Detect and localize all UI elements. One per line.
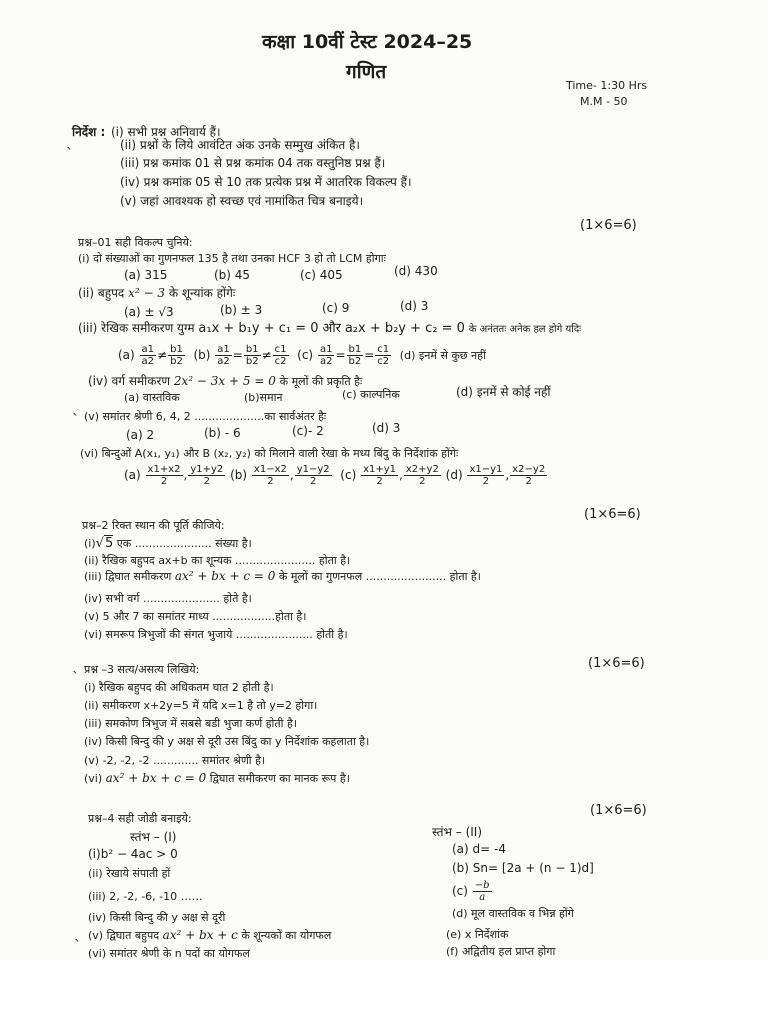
q1-vi-option-d-label: (d) [445, 468, 463, 482]
q4-left-vi: (vi) समांतर श्रेणी के n पदों का योगफल [88, 947, 250, 960]
q2-heading: प्रश्न–2 रिक्त स्थान की पूर्ति कीजिये: [82, 519, 225, 532]
q1-ii-option-d: (d) 3 [400, 299, 429, 313]
q1-ii-question [78, 284, 235, 301]
q4-left-v-prefix: (v) द्विघात बहुपद [88, 929, 160, 942]
q4-marks: (1×6=6) [590, 803, 647, 818]
pen-mark: ˎ [74, 926, 81, 942]
fraction: $\frac{y1-y2}{2}$ [296, 464, 330, 487]
q1-iii-eq2: a₂x + b₂y + c₂ = 0 [344, 321, 465, 336]
q1-v-option-c: (c)- 2 [292, 424, 324, 438]
q1-iv-option-b: (b)समान [244, 391, 283, 404]
q1-i-option-b: (b) 45 [214, 268, 251, 282]
q3-heading: प्रश्न –3 सत्य/असत्य लिखिये: [84, 663, 200, 676]
fraction: $\frac{c1}{c2}$ [377, 344, 390, 367]
q1-v-option-a: (a) 2 [126, 428, 155, 442]
eq-sign: = [232, 348, 243, 362]
q2-i-question: (i)√5 एक ...................... संख्या है। [84, 536, 252, 551]
q1-iii-question [78, 318, 581, 336]
q1-iii-prefix: (iii) रेखिक समीकरण युग्म [78, 321, 195, 335]
q4-column-2-heading: स्तंभ – (II) [432, 825, 483, 839]
q1-iv-prefix: (iv) वर्ग समीकरण [88, 374, 171, 388]
comma: , [505, 468, 510, 482]
fraction: $\frac{-b}{a}$ [474, 880, 490, 903]
q4-right-f: (f) अद्वितीय हल प्राप्त होगा [446, 945, 556, 958]
instruction-1: (i) सभी प्रश्न अनिवार्य हैं। [111, 125, 221, 139]
q1-iv-option-c: (c) काल्पनिक [342, 388, 400, 401]
neq-sign: ≠ [157, 348, 168, 362]
q4-right-b: (b) Sn= [2a + (n − 1)d] [452, 861, 594, 875]
q1-iii-suffix: के अनंततः अनेक हल होगे यदिः [468, 324, 582, 335]
q1-i-option-a: (a) 315 [124, 268, 168, 282]
q1-ii-prefix: (ii) बहुपद [78, 286, 125, 300]
q2-iv: (iv) सभी वर्ग ...................... होते है। [84, 592, 252, 605]
q2-ii: (ii) रैखिक बहुपद ax+b का शून्यक ....................... होता है। [84, 554, 351, 567]
q1-v-option-d: (d) 3 [372, 421, 401, 435]
q4-heading: प्रश्न–4 सही जोडी बनाइये: [88, 812, 192, 825]
fraction: $\frac{a1}{a2}$ [141, 344, 155, 367]
q1-iv-option-d: (d) इनमें से कोई नहीं [456, 385, 551, 399]
q1-i-text: (i) दो संख्याओं का गुणनफल 135 है तथा उनका HCF 3 हो तो LCM होगाः [78, 252, 386, 265]
q1-ii-suffix: के शून्यांक होंगेः [168, 286, 236, 300]
neq-sign: ≠ [261, 348, 272, 362]
q3-v: (v) -2, -2, -2 ............. समांतर श्रेणी है। [84, 754, 266, 767]
pen-mark: ˎ [72, 400, 79, 416]
instruction-4: (iv) प्रश्न कमांक 05 से 10 तक प्रत्येक प्रश्न में आतरिक विकल्प हैं। [120, 175, 412, 189]
q1-ii-option-b: (b) ± 3 [220, 303, 263, 317]
q1-ii-expression: x² − 3 [128, 286, 165, 300]
q1-marks: (1×6=6) [580, 218, 637, 233]
q1-iii-options [118, 344, 486, 367]
q1-heading: प्रश्न–01 सही विकल्प चुनिये: [78, 236, 193, 249]
q1-iii-option-c-label: (c) [297, 348, 314, 362]
fraction: $\frac{x1-y1}{2}$ [469, 464, 503, 487]
q2-iii-suffix: के मूलों का गुणनफल ....................... होता है। [278, 570, 481, 583]
max-marks: M.M - 50 [580, 95, 628, 108]
eq-sign: = [335, 348, 346, 362]
q1-i-option-d: (d) 430 [394, 264, 438, 278]
fraction: $\frac{x1+x2}{2}$ [147, 464, 181, 487]
q4-right-e: (e) x निर्देशांक [446, 928, 509, 941]
q1-vi-options [124, 464, 548, 487]
q1-vi-option-c-label: (c) [340, 468, 357, 482]
q3-vi-suffix: द्विघात समीकरण का मानक रूप है। [209, 772, 350, 785]
q1-vi-option-a-label: (a) [124, 468, 141, 482]
q1-vi-option-b-label: (b) [230, 468, 248, 482]
q4-left-v-expression: ax² + bx + c [162, 928, 238, 942]
exam-time: Time- 1:30 Hrs [566, 79, 648, 92]
q1-ii-option-c: (c) 9 [322, 301, 350, 315]
q2-i-prefix: (i) [84, 537, 96, 550]
pen-mark: ˎ [66, 134, 73, 150]
q4-left-iii: (iii) 2, -2, -6, -10 …… [88, 890, 203, 903]
q1-i-option-c: (c) 405 [300, 268, 343, 282]
q4-left-i: (i)b² − 4ac > 0 [88, 847, 178, 861]
q2-i-root: 5 [104, 536, 114, 551]
q3-iii: (iii) समकोण त्रिभुज में सबसे बडी भुजा कर्ण होती है। [84, 717, 298, 730]
q1-iv-option-a: (a) वास्तविक [124, 391, 180, 404]
q1-iii-eq1: a₁x + b₁y + c₁ = 0 [198, 321, 319, 336]
fraction: $\frac{c1}{c2}$ [274, 344, 287, 367]
fraction: $\frac{a1}{a2}$ [217, 344, 230, 367]
q1-iv-question [88, 372, 362, 389]
fraction: $\frac{b1}{b2}$ [348, 344, 362, 367]
q2-vi: (vi) समरूप त्रिभुजों की संगत भुजाये ...................... होती है। [84, 628, 348, 641]
q3-marks: (1×6=6) [588, 656, 645, 671]
fraction: $\frac{y1+y2}{2}$ [190, 464, 224, 487]
fraction: $\frac{x2-y2}{2}$ [512, 464, 546, 487]
q1-iii-option-d: (d) इनमें से कुछ नहीं [399, 349, 486, 362]
q4-column-1-heading: स्तंभ – (I) [130, 830, 177, 844]
q2-i-suffix: एक ...................... संख्या है। [116, 537, 252, 550]
q2-iii-question [84, 569, 481, 584]
q1-iv-suffix: के मूलों की प्रकृति हैः [279, 375, 363, 388]
instructions-label: निर्देश : [72, 125, 106, 139]
fraction: $\frac{b1}{b2}$ [170, 344, 183, 367]
instruction-5: (v) जहां आवश्यक हो स्वच्छ एवं नामांकित चित्र बनाइये। [120, 194, 364, 208]
subject-title: गणित [346, 61, 387, 83]
q1-vi-text: (vi) बिन्दुओं A(x₁, y₁) और B (x₂, y₂) को मिलाने वाली रेखा के मध्य बिंदु के निर्देशांक होंगेः [80, 447, 459, 460]
fraction: $\frac{b1}{b2}$ [245, 344, 259, 367]
q4-left-v-suffix: के शून्यकों का योगफल [241, 929, 332, 942]
q4-right-c-prefix: (c) [452, 884, 468, 898]
q1-iii-and: और [322, 321, 341, 336]
fraction: $\frac{x2+y2}{2}$ [405, 464, 439, 487]
pen-mark: ˎ [72, 658, 79, 674]
q4-right-c [452, 880, 493, 903]
q1-v-text: (v) समांतर श्रेणी 6, 4, 2 ....................का सार्वअंतर हैः [84, 410, 327, 423]
q2-iii-prefix: (iii) द्विघात समीकरण [84, 570, 172, 583]
q2-iii-expression: ax² + bx + c = 0 [174, 569, 276, 583]
eq-sign: = [364, 348, 375, 362]
q4-left-iv: (iv) किसी बिन्दु की y अक्ष से दूरी [88, 911, 226, 924]
q4-left-ii: (ii) रेखाये संपाती हों [88, 867, 171, 880]
q1-iv-expression: 2x² − 3x + 5 = 0 [173, 374, 276, 388]
q3-i: (i) रैखिक बहुपद की अधिकतम घात 2 होती है। [84, 681, 274, 694]
comma: , [289, 468, 294, 482]
exam-title: कक्षा 10वीं टेस्ट 2024–25 [262, 31, 473, 53]
q4-left-v [88, 928, 331, 943]
q2-marks: (1×6=6) [584, 507, 641, 522]
q1-iii-option-b-label: (b) [193, 348, 211, 362]
q3-iv: (iv) किसी बिन्दु की y अक्ष से दूरी उस बिंदु का y निर्देशांक कहलाता है। [84, 735, 370, 748]
q1-ii-option-a: (a) ± √3 [124, 305, 174, 319]
q1-v-option-b: (b) - 6 [204, 426, 241, 440]
q3-vi-question [84, 771, 350, 786]
q3-vi-expression: ax² + bx + c = 0 [105, 771, 207, 785]
fraction: $\frac{x1+y1}{2}$ [363, 464, 397, 487]
instruction-3: (iii) प्रश्न कमांक 01 से प्रश्न कमांक 04 तक वस्तुनिष्ठ प्रश्न हैं। [120, 156, 386, 170]
q3-ii: (ii) समीकरण x+2y=5 में यदि x=1 है तो y=2 होगा। [84, 699, 318, 712]
q4-right-d: (d) मूल वास्तविक व भिन्न होंगे [452, 907, 574, 920]
comma: , [183, 468, 188, 482]
fraction: $\frac{x1-x2}{2}$ [253, 464, 287, 487]
q1-iii-option-a-label: (a) [118, 348, 135, 362]
q4-right-a: (a) d= -4 [452, 842, 506, 856]
fraction: $\frac{a1}{a2}$ [319, 344, 333, 367]
instruction-2: (ii) प्रश्नों के लिये आवंटित अंक उनके सम्मुख अंकित है। [120, 138, 360, 152]
q2-v: (v) 5 और 7 का समांतर माध्य ..................होता है। [84, 610, 307, 623]
comma: , [399, 468, 403, 482]
q3-vi-prefix: (vi) [84, 772, 103, 785]
